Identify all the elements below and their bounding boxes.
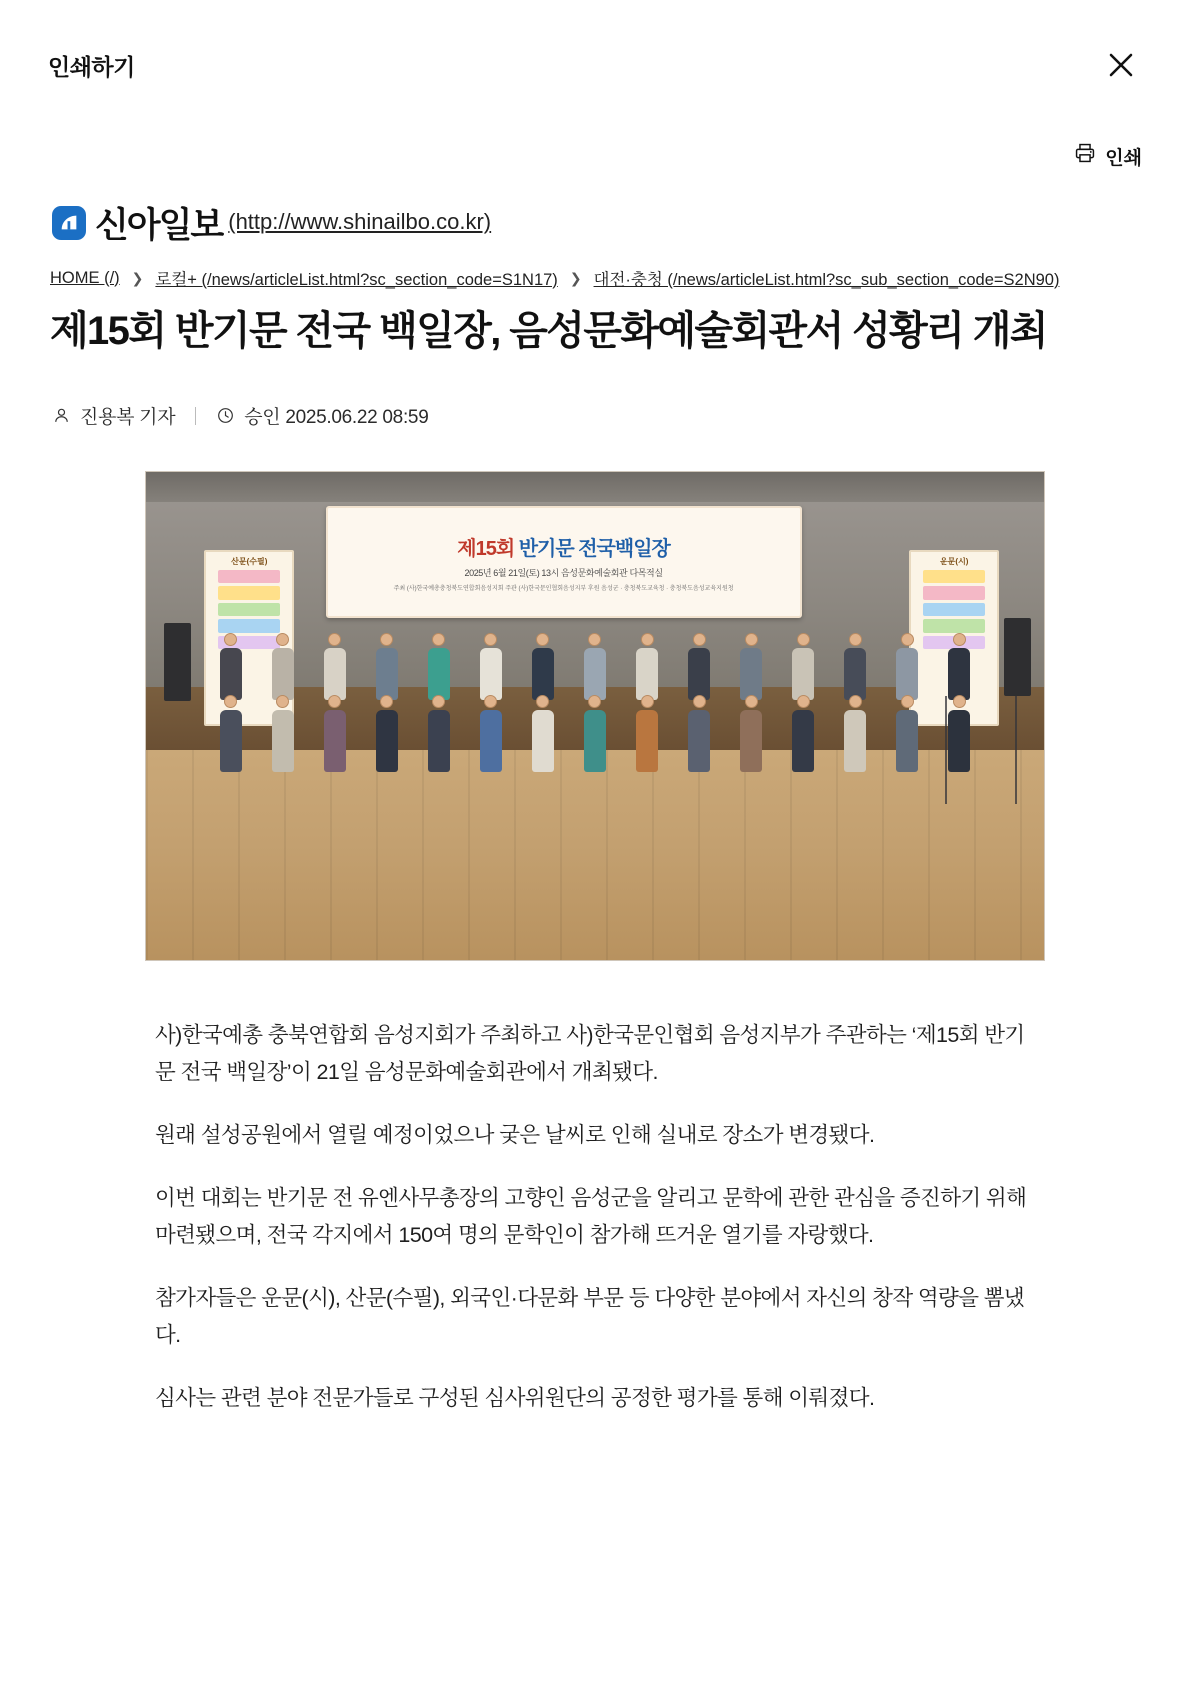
article-paragraph: 참가자들은 운문(시), 산문(수필), 외국인·다문화 부문 등 다양한 분야에서 자신의 창작 역량을 뽐냈다. (155, 1285, 1025, 1347)
poster-chip (218, 603, 280, 616)
reporter-name: 진용복 기자 (80, 407, 176, 428)
article-title: 제15회 반기문 전국 백일장, 음성문화예술회관서 성황리 개최 (50, 309, 1047, 353)
article-figure (48, 471, 1142, 961)
banner-subtitle: 2025년 6월 21일(토) 13시 음성문화예술회관 다목적실 (464, 568, 663, 579)
masthead-site-url[interactable]: (http://www.shinailbo.co.kr) (228, 209, 492, 234)
photo-speaker-left (164, 623, 191, 701)
photo-ceiling-panel (146, 472, 1044, 502)
poster-chip (218, 619, 280, 632)
poster-chip (218, 586, 280, 599)
poster-chip (923, 603, 985, 616)
photo-people-back-row (218, 633, 972, 700)
poster-right-title: 운문(시) (939, 557, 969, 567)
page-title: 인쇄하기 (48, 53, 135, 80)
article-photo (145, 471, 1045, 961)
window-topbar (48, 0, 1142, 90)
article-paragraph: 심사는 관련 분야 전문가들로 구성된 심사위원단의 공정한 평가를 통해 이뤄졌다. (155, 1385, 875, 1410)
printer-icon (1074, 142, 1096, 170)
poster-chip (923, 619, 985, 632)
photo-group-of-people (218, 633, 972, 838)
approval-timestamp: 승인 2025.06.22 08:59 (244, 407, 429, 428)
masthead (48, 198, 1142, 248)
person-icon (52, 406, 71, 425)
breadcrumb-item-daejeon-chungcheong[interactable]: 대전·충청 (/news/articleList.html?sc_sub_section_code=S2N90) (593, 271, 1060, 289)
shinailbo-logo-icon (52, 206, 86, 240)
article-paragraph: 이번 대회는 반기문 전 유엔사무총장의 고향인 음성군을 알리고 문학에 관한 관심을 증진하기 위해 마련됐으며, 전국 각지에서 150여 명의 문학인이 참가해 뜨거운 열기를 자랑했다. (155, 1185, 1027, 1247)
poster-chip (218, 570, 280, 583)
clock-icon (216, 406, 235, 425)
print-button-label: 인쇄 (1105, 147, 1142, 169)
poster-left-title: 산문(수필) (231, 557, 268, 567)
breadcrumb (48, 266, 1142, 290)
breadcrumb-item-home[interactable]: HOME (/) (50, 268, 120, 287)
article-byline (52, 402, 1142, 429)
masthead-logo-text: 신아일보 (95, 206, 223, 245)
article-paragraph: 원래 설성공원에서 열릴 예정이었으나 궂은 날씨로 인해 실내로 장소가 변경됐다. (155, 1122, 875, 1147)
banner-title-prefix: 제15회 (457, 538, 515, 561)
poster-chip (923, 570, 985, 583)
chevron-right-icon: ❯ (131, 269, 144, 286)
chevron-right-icon-2: ❯ (569, 269, 582, 286)
photo-event-banner (326, 506, 802, 618)
photo-light-stand (945, 696, 1017, 803)
poster-chip (923, 586, 985, 599)
banner-title-main: 반기문 전국백일장 (518, 538, 670, 561)
print-toolbar (48, 142, 1142, 170)
close-icon[interactable] (1100, 44, 1142, 86)
article-body (95, 1017, 1095, 1503)
print-button[interactable] (1074, 142, 1142, 170)
byline-divider (195, 407, 196, 425)
breadcrumb-item-local[interactable]: 로컬+ (/news/articleList.html?sc_section_code=S1N17) (155, 271, 558, 289)
article-paragraph: 사)한국예총 충북연합회 음성지회가 주최하고 사)한국문인협회 음성지부가 주관하는 ‘제15회 반기문 전국 백일장’이 21일 음성문화예술회관에서 개최됐다. (155, 1023, 1025, 1084)
photo-speaker-right (1004, 618, 1031, 696)
banner-credits: 주최 (사)한국예총충청북도연합회음성지회 주관 (사)한국문인협회음성지부 후원 음성군 · 충청북도교육청 · 충청북도음성교육지원청 (393, 586, 734, 593)
photo-people-front-row (218, 695, 972, 772)
